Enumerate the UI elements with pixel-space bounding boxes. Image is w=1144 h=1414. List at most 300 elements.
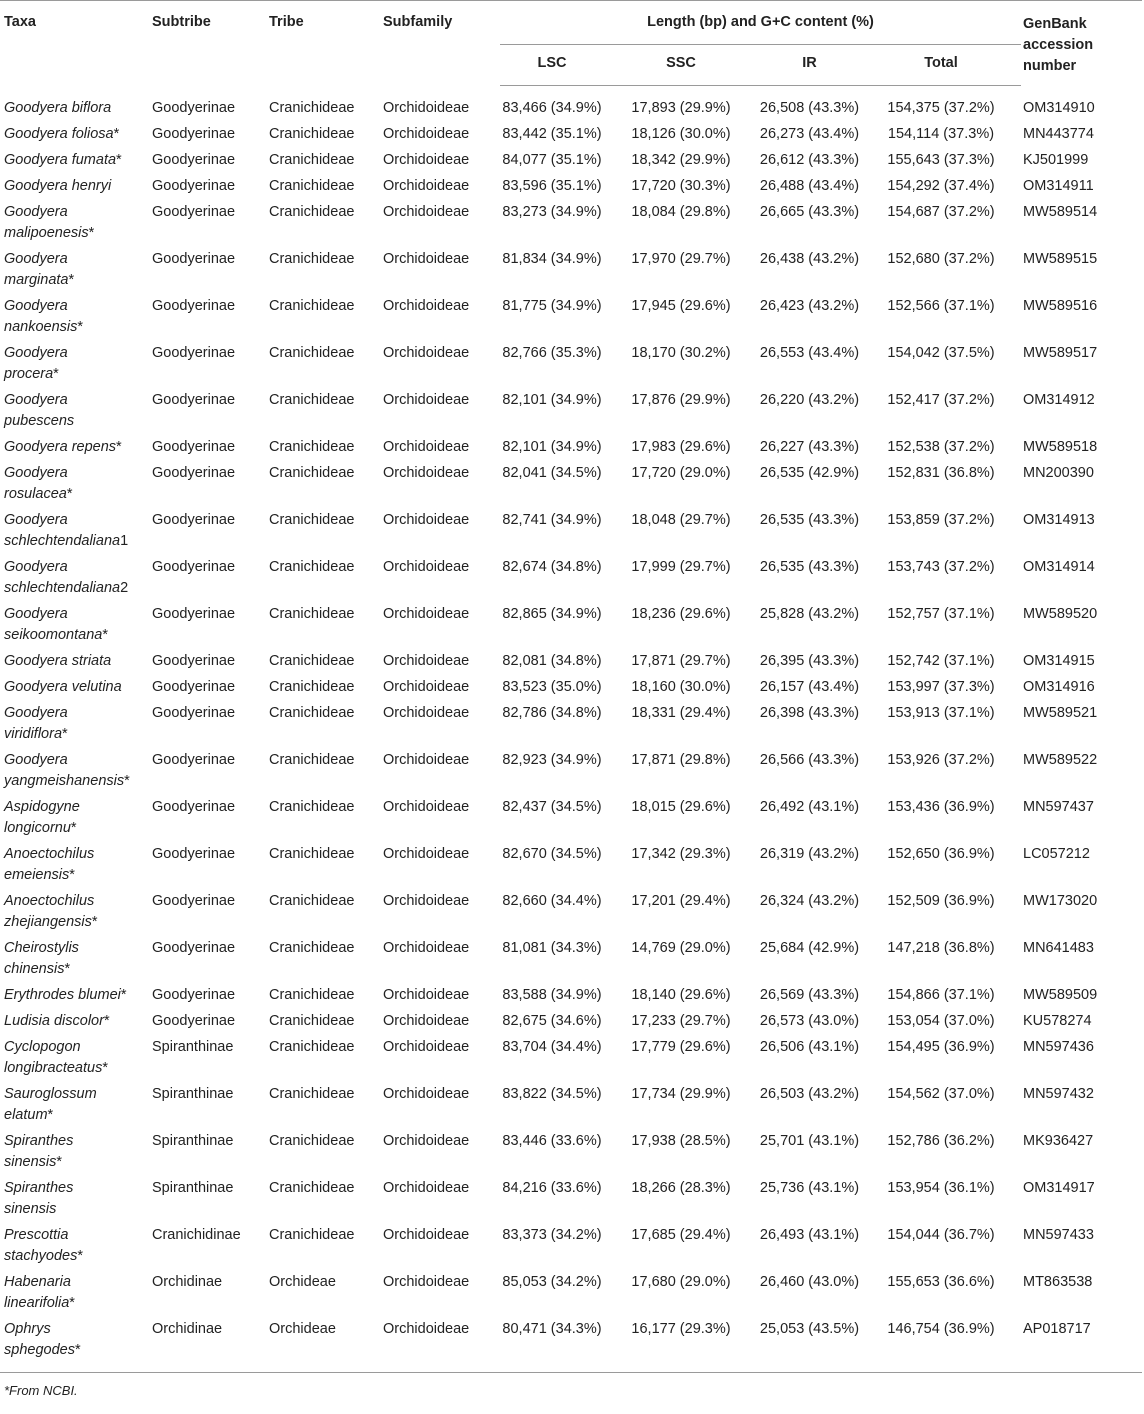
taxa-cell: [0, 296, 152, 343]
taxa-name-line2: viridiflora: [4, 726, 63, 742]
taxa-name-line1: Goodyera fumata: [4, 152, 117, 168]
subtribe-cell: Goodyerinae: [152, 439, 236, 455]
subtribe-cell: Goodyerinae: [152, 940, 236, 956]
subfamily-cell: Orchidoideae: [383, 178, 470, 194]
accession-cell: MK936427: [1023, 1133, 1094, 1149]
tribe-cell: Cranichideae: [269, 512, 355, 528]
lsc-cell: 83,523 (35.0%): [502, 679, 602, 695]
ir-cell: 26,488 (43.4%): [759, 178, 860, 194]
ssc-cell: 18,126 (30.0%): [631, 126, 731, 142]
subtribe-cell: Spiranthinae: [152, 1133, 234, 1149]
taxa-cell: [0, 1131, 152, 1178]
subfamily-cell: Orchidoideae: [383, 126, 470, 142]
taxa-cell: [0, 891, 152, 938]
taxa-cell: [0, 176, 152, 202]
subfamily-cell: Orchidoideae: [383, 345, 470, 361]
tribe-cell: Cranichideae: [269, 1039, 355, 1055]
tribe-cell: Cranichideae: [269, 345, 355, 361]
taxa-marker: *: [74, 1342, 81, 1358]
accession-cell: MW589515: [1023, 251, 1098, 267]
total-cell: 154,114 (37.3%): [887, 126, 995, 142]
tribe-cell: Cranichideae: [269, 799, 355, 815]
table-row: [0, 150, 1142, 176]
taxa-marker: *: [69, 867, 75, 883]
tribe-cell: Orchideae: [269, 1274, 336, 1290]
taxa-name-line1: Cheirostylis: [4, 940, 79, 956]
taxa-name-line2: pubescens: [4, 413, 75, 429]
table-row: [0, 844, 1142, 891]
ssc-cell: 17,945 (29.6%): [631, 298, 731, 314]
header-ssc: SSC: [604, 45, 758, 86]
tribe-cell: Cranichideae: [269, 178, 355, 194]
taxa-name-line1: Goodyera henryi: [4, 178, 112, 194]
ssc-cell: 17,970 (29.7%): [631, 251, 731, 267]
subtribe-cell: Spiranthinae: [152, 1180, 234, 1196]
subtribe-cell: Goodyerinae: [152, 893, 236, 909]
accession-cell: OM314916: [1023, 679, 1095, 695]
table-row: [0, 651, 1142, 677]
table-row: [0, 390, 1142, 437]
lsc-cell: 82,101 (34.9%): [502, 439, 602, 455]
subtribe-cell: Spiranthinae: [152, 1039, 234, 1055]
subfamily-cell: Orchidoideae: [383, 99, 470, 116]
taxa-cell: [0, 510, 152, 557]
ir-cell: 26,535 (42.9%): [759, 465, 860, 481]
subfamily-cell: Orchidoideae: [383, 1274, 470, 1290]
taxa-name-line2: procera: [4, 366, 54, 382]
subfamily-cell: Orchidoideae: [383, 1321, 470, 1337]
lsc-cell: 80,471 (34.3%): [502, 1321, 602, 1337]
taxa-name-line1: Goodyera velutina: [4, 679, 122, 695]
taxa-name-line2: chinensis: [4, 961, 65, 977]
ir-cell: 26,220 (43.2%): [759, 392, 860, 408]
tribe-cell: Cranichideae: [269, 559, 355, 575]
subfamily-cell: Orchidoideae: [383, 204, 470, 220]
table-row: [0, 1084, 1142, 1131]
accession-cell: OM314917: [1023, 1180, 1095, 1196]
ir-cell: 26,319 (43.2%): [759, 846, 860, 862]
accession-cell: MT863538: [1023, 1274, 1093, 1290]
tribe-cell: Cranichideae: [269, 204, 355, 220]
ir-cell: 26,438 (43.2%): [759, 251, 860, 267]
accession-cell: MW589518: [1023, 439, 1098, 455]
tribe-cell: Cranichideae: [269, 1133, 355, 1149]
taxa-marker: *: [68, 272, 75, 288]
taxa-name-line1: Goodyera foliosa: [4, 126, 114, 142]
taxa-name-line1: Goodyera: [4, 204, 68, 220]
lsc-cell: 83,588 (34.9%): [502, 987, 602, 1003]
taxa-marker: *: [88, 225, 95, 241]
subtribe-cell: Goodyerinae: [152, 251, 236, 267]
accession-cell: OM314910: [1023, 99, 1095, 116]
taxa-cell: [0, 985, 152, 1011]
taxa-marker: *: [124, 773, 130, 789]
taxa-name-line1: Aspidogyne: [4, 799, 80, 815]
table-row: [0, 296, 1142, 343]
subfamily-cell: Orchidoideae: [383, 705, 470, 721]
taxa-name-line1: Ludisia discolor: [4, 1013, 104, 1029]
subtribe-cell: Orchidinae: [152, 1321, 223, 1337]
table-row: [0, 797, 1142, 844]
header-subtribe: Subtribe: [152, 14, 211, 30]
total-cell: 152,742 (37.1%): [887, 653, 995, 669]
accession-cell: MN597436: [1023, 1039, 1094, 1055]
ssc-cell: 18,342 (29.9%): [631, 152, 731, 168]
accession-cell: OM314913: [1023, 512, 1095, 528]
ssc-cell: 14,769 (29.0%): [631, 940, 731, 956]
ir-cell: 26,492 (43.1%): [759, 799, 860, 815]
taxa-marker: *: [102, 1060, 108, 1076]
total-cell: 146,754 (36.9%): [887, 1321, 995, 1337]
subtribe-cell: Goodyerinae: [152, 512, 236, 528]
tribe-cell: Cranichideae: [269, 940, 355, 956]
ir-cell: 25,736 (43.1%): [759, 1180, 860, 1196]
table-row: [0, 938, 1142, 985]
ir-cell: 26,503 (43.2%): [759, 1086, 860, 1102]
subfamily-cell: Orchidoideae: [383, 392, 470, 408]
ssc-cell: 17,720 (29.0%): [631, 465, 731, 481]
taxa-marker: 1: [120, 533, 129, 549]
total-cell: 152,538 (37.2%): [887, 439, 995, 455]
taxa-marker: *: [120, 987, 127, 1003]
accession-cell: MN443774: [1023, 126, 1094, 142]
ir-cell: 25,701 (43.1%): [759, 1133, 860, 1149]
taxa-marker: *: [77, 1248, 84, 1264]
taxa-cell: [0, 1178, 152, 1225]
ssc-cell: 18,048 (29.7%): [631, 512, 731, 528]
taxa-cell: [0, 1225, 152, 1272]
subtribe-cell: Goodyerinae: [152, 345, 236, 361]
table-row: [0, 985, 1142, 1011]
lsc-cell: 82,923 (34.9%): [502, 752, 602, 768]
ssc-cell: 17,871 (29.8%): [631, 752, 731, 768]
taxa-name-line2: longibracteatus: [4, 1060, 103, 1076]
ssc-cell: 18,266 (28.3%): [631, 1180, 731, 1196]
total-cell: 153,954 (36.1%): [887, 1180, 995, 1196]
taxa-cell: [0, 463, 152, 510]
lsc-cell: 83,466 (34.9%): [502, 100, 602, 116]
taxa-cell: [0, 202, 152, 249]
subfamily-cell: Orchidoideae: [383, 987, 470, 1003]
ir-cell: 26,324 (43.2%): [759, 893, 860, 909]
lsc-cell: 83,596 (35.1%): [502, 178, 602, 194]
accession-cell: MN641483: [1023, 940, 1094, 956]
taxa-name-line1: Goodyera: [4, 752, 68, 768]
subtribe-cell: Goodyerinae: [152, 987, 236, 1003]
accession-cell: MW589522: [1023, 752, 1098, 768]
ir-cell: 26,493 (43.1%): [759, 1227, 860, 1243]
total-cell: 153,054 (37.0%): [887, 1013, 995, 1029]
accession-cell: MN597432: [1023, 1086, 1094, 1102]
header-tribe: Tribe: [269, 14, 304, 30]
ssc-cell: 18,140 (29.6%): [631, 987, 731, 1003]
lsc-cell: 82,437 (34.5%): [502, 799, 602, 815]
header-taxa: Taxa: [4, 14, 36, 30]
taxa-name-line2: zhejiangensis: [4, 914, 92, 930]
subfamily-cell: Orchidoideae: [383, 465, 470, 481]
ir-cell: 26,273 (43.4%): [759, 126, 860, 142]
total-cell: 152,650 (36.9%): [887, 846, 995, 862]
ssc-cell: 17,734 (29.9%): [631, 1086, 731, 1102]
footnote: *From NCBI.: [4, 1383, 78, 1398]
ir-cell: 26,573 (43.0%): [759, 1013, 860, 1029]
ssc-cell: 17,233 (29.7%): [631, 1013, 731, 1029]
lsc-cell: 82,786 (34.8%): [502, 705, 602, 721]
table-row: [0, 124, 1142, 150]
subtribe-cell: Goodyerinae: [152, 204, 236, 220]
taxa-name-line2: yangmeishanensis: [4, 773, 125, 789]
total-cell: 153,743 (37.2%): [887, 559, 995, 575]
tribe-cell: Cranichideae: [269, 705, 355, 721]
taxa-marker: *: [66, 486, 73, 502]
taxa-cell: [0, 249, 152, 296]
taxa-name-line2: marginata: [4, 272, 69, 288]
total-cell: 152,417 (37.2%): [887, 392, 995, 408]
ssc-cell: 17,720 (30.3%): [631, 178, 731, 194]
subfamily-cell: Orchidoideae: [383, 512, 470, 528]
accession-cell: OM314915: [1023, 653, 1095, 669]
subtribe-cell: Goodyerinae: [152, 606, 236, 622]
taxa-name-line2: malipoenesis: [4, 225, 89, 241]
subtribe-cell: Orchidinae: [152, 1274, 223, 1290]
subfamily-cell: Orchidoideae: [383, 1039, 470, 1055]
subfamily-cell: Orchidoideae: [383, 653, 470, 669]
lsc-cell: 83,822 (34.5%): [502, 1086, 602, 1102]
table-row: [0, 510, 1142, 557]
subfamily-cell: Orchidoideae: [383, 679, 470, 695]
table-row: [0, 1319, 1142, 1366]
taxa-cell: [0, 1319, 152, 1366]
lsc-cell: 83,442 (35.1%): [502, 126, 602, 142]
lsc-cell: 83,446 (33.6%): [502, 1133, 602, 1149]
ir-cell: 26,665 (43.3%): [759, 204, 860, 220]
taxa-name-line1: Goodyera repens: [4, 439, 117, 455]
subfamily-cell: Orchidoideae: [383, 152, 470, 168]
tribe-cell: Cranichideae: [269, 439, 355, 455]
subtribe-cell: Goodyerinae: [152, 679, 236, 695]
taxa-cell: [0, 124, 152, 150]
lsc-cell: 82,081 (34.8%): [502, 653, 602, 669]
taxa-name-line2: elatum: [4, 1107, 48, 1123]
subtribe-cell: Cranichidinae: [152, 1227, 241, 1243]
taxa-marker: *: [70, 820, 77, 836]
subfamily-cell: Orchidoideae: [383, 940, 470, 956]
tribe-cell: Cranichideae: [269, 99, 355, 116]
table-row: [0, 86, 1142, 125]
ir-cell: 26,506 (43.1%): [759, 1039, 860, 1055]
taxa-name-line1: Goodyera striata: [4, 653, 112, 669]
taxa-name-line1: Habenaria: [4, 1274, 71, 1290]
tribe-cell: Cranichideae: [269, 653, 355, 669]
lsc-cell: 82,741 (34.9%): [502, 512, 602, 528]
accession-cell: MW589514: [1023, 204, 1098, 220]
total-cell: 154,495 (36.9%): [887, 1039, 995, 1055]
taxa-marker: *: [47, 1107, 54, 1123]
lsc-cell: 81,834 (34.9%): [502, 251, 602, 267]
tribe-cell: Cranichideae: [269, 465, 355, 481]
taxa-marker: *: [53, 366, 59, 382]
ir-cell: 26,612 (43.3%): [759, 152, 860, 168]
subfamily-cell: Orchidoideae: [383, 298, 470, 314]
lsc-cell: 82,865 (34.9%): [502, 606, 602, 622]
ir-cell: 26,398 (43.3%): [759, 705, 860, 721]
table-row: [0, 750, 1142, 797]
taxa-name-line1: Goodyera: [4, 705, 68, 721]
total-cell: 152,509 (36.9%): [887, 893, 995, 909]
accession-cell: MW589509: [1023, 987, 1098, 1003]
taxa-name-line1: Sauroglossum: [4, 1086, 97, 1102]
ssc-cell: 18,084 (29.8%): [631, 204, 731, 220]
lsc-cell: 82,101 (34.9%): [502, 392, 602, 408]
tribe-cell: Cranichideae: [269, 752, 355, 768]
taxa-name-line2: longicornu: [4, 820, 71, 836]
accession-cell: MN597433: [1023, 1227, 1094, 1243]
subtribe-cell: Goodyerinae: [152, 126, 236, 142]
taxa-marker: *: [69, 1295, 75, 1311]
ssc-cell: 18,331 (29.4%): [631, 705, 731, 721]
taxa-cell: [0, 1011, 152, 1037]
taxa-cell: [0, 343, 152, 390]
table-row: [0, 343, 1142, 390]
lsc-cell: 82,041 (34.5%): [502, 465, 602, 481]
subtribe-cell: Goodyerinae: [152, 799, 236, 815]
accession-cell: KJ501999: [1023, 152, 1089, 168]
subfamily-cell: Orchidoideae: [383, 1227, 470, 1243]
subtribe-cell: Goodyerinae: [152, 99, 236, 116]
table-row: [0, 1037, 1142, 1084]
subtribe-cell: Goodyerinae: [152, 298, 236, 314]
ir-cell: 26,508 (43.3%): [759, 100, 860, 116]
ssc-cell: 17,779 (29.6%): [631, 1039, 731, 1055]
ir-cell: 26,460 (43.0%): [759, 1274, 860, 1290]
header-lsc: LSC: [500, 45, 604, 86]
table-row: [0, 1225, 1142, 1272]
table-row: [0, 677, 1142, 703]
subfamily-cell: Orchidoideae: [383, 752, 470, 768]
ssc-cell: 17,938 (28.5%): [631, 1133, 731, 1149]
subtribe-cell: Goodyerinae: [152, 152, 236, 168]
header-total: Total: [861, 45, 1021, 86]
taxa-marker: *: [91, 914, 98, 930]
table-row: [0, 176, 1142, 202]
taxa-name-line1: Erythrodes blumei: [4, 987, 121, 1003]
table-row: [0, 437, 1142, 463]
taxa-name-line2: sphegodes: [4, 1342, 75, 1358]
tribe-cell: Cranichideae: [269, 126, 355, 142]
taxa-cell: [0, 150, 152, 176]
taxa-cell: [0, 797, 152, 844]
lsc-cell: 82,670 (34.5%): [502, 846, 602, 862]
tribe-cell: Cranichideae: [269, 679, 355, 695]
subtribe-cell: Goodyerinae: [152, 846, 236, 862]
total-cell: 154,687 (37.2%): [887, 204, 995, 220]
header-accession: GenBank accession number: [1023, 16, 1094, 74]
taxa-name-line2: sinensis: [4, 1154, 57, 1170]
subfamily-cell: Orchidoideae: [383, 799, 470, 815]
ssc-cell: 17,999 (29.7%): [631, 559, 731, 575]
total-cell: 152,680 (37.2%): [887, 251, 995, 267]
taxa-marker: *: [113, 126, 120, 142]
table-row: [0, 557, 1142, 604]
ir-cell: 26,535 (43.3%): [759, 559, 860, 575]
ssc-cell: 18,015 (29.6%): [631, 799, 731, 815]
taxa-marker: *: [77, 319, 84, 335]
subtribe-cell: Goodyerinae: [152, 178, 236, 194]
ir-cell: 26,553 (43.4%): [759, 345, 860, 361]
total-cell: 152,757 (37.1%): [887, 606, 995, 622]
tribe-cell: Cranichideae: [269, 298, 355, 314]
table-row: [0, 1131, 1142, 1178]
taxa-cell: [0, 390, 152, 437]
table-row: [0, 604, 1142, 651]
lsc-cell: 82,660 (34.4%): [502, 893, 602, 909]
subfamily-cell: Orchidoideae: [383, 846, 470, 862]
total-cell: 154,866 (37.1%): [887, 987, 995, 1003]
subtribe-cell: Goodyerinae: [152, 559, 236, 575]
lsc-cell: 81,081 (34.3%): [502, 940, 602, 956]
accession-cell: MN597437: [1023, 799, 1094, 815]
accession-cell: MW589521: [1023, 705, 1098, 721]
total-cell: 153,913 (37.1%): [887, 705, 995, 721]
subfamily-cell: Orchidoideae: [383, 1086, 470, 1102]
taxa-cell: [0, 703, 152, 750]
accession-cell: MW589516: [1023, 298, 1098, 314]
taxa-cell: [0, 651, 152, 677]
taxa-name-line1: Goodyera: [4, 251, 68, 267]
taxa-name-line1: Cyclopogon: [4, 1039, 81, 1055]
taxa-name-line2: schlechtendaliana: [4, 580, 121, 596]
ssc-cell: 17,342 (29.3%): [631, 846, 731, 862]
accession-cell: MW173020: [1023, 893, 1098, 909]
lsc-cell: 82,675 (34.6%): [502, 1013, 602, 1029]
header-ir: IR: [758, 45, 861, 86]
taxa-name-line1: Goodyera: [4, 559, 68, 575]
total-cell: 147,218 (36.8%): [887, 940, 995, 956]
ssc-cell: 17,871 (29.7%): [631, 653, 731, 669]
table-row: [0, 1011, 1142, 1037]
lsc-cell: 84,077 (35.1%): [502, 152, 602, 168]
taxa-name-line1: Goodyera: [4, 392, 68, 408]
lsc-cell: 83,373 (34.2%): [502, 1227, 602, 1243]
ssc-cell: 16,177 (29.3%): [631, 1321, 731, 1337]
subtribe-cell: Goodyerinae: [152, 705, 236, 721]
total-cell: 153,436 (36.9%): [887, 799, 995, 815]
subtribe-cell: Spiranthinae: [152, 1086, 234, 1102]
taxa-marker: *: [64, 961, 71, 977]
total-cell: 155,653 (36.6%): [887, 1274, 995, 1290]
ssc-cell: 17,983 (29.6%): [631, 439, 731, 455]
lsc-cell: 81,775 (34.9%): [502, 298, 602, 314]
tribe-cell: Cranichideae: [269, 846, 355, 862]
ir-cell: 26,535 (43.3%): [759, 512, 860, 528]
taxa-name-line2: sinensis: [4, 1201, 57, 1217]
lsc-cell: 82,674 (34.8%): [502, 559, 602, 575]
subfamily-cell: Orchidoideae: [383, 559, 470, 575]
taxa-cell: [0, 1084, 152, 1131]
total-cell: 153,997 (37.3%): [887, 679, 995, 695]
ir-cell: 26,157 (43.4%): [759, 679, 860, 695]
taxa-marker: *: [62, 726, 68, 742]
taxa-name-line1: Spiranthes: [4, 1180, 74, 1196]
taxa-cell: [0, 557, 152, 604]
subfamily-cell: Orchidoideae: [383, 251, 470, 267]
tribe-cell: Cranichideae: [269, 606, 355, 622]
total-cell: 154,044 (36.7%): [887, 1227, 995, 1243]
taxa-marker: *: [102, 627, 108, 643]
subfamily-cell: Orchidoideae: [383, 893, 470, 909]
subtribe-cell: Goodyerinae: [152, 653, 236, 669]
taxa-name-line1: Spiranthes: [4, 1133, 74, 1149]
